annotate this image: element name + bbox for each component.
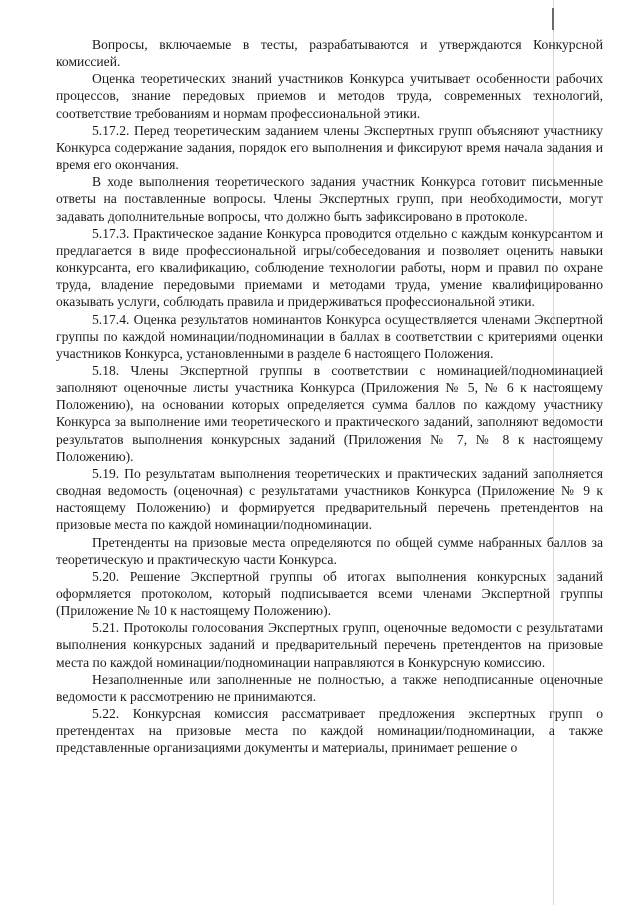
paragraph-unfilled-sheets: Незаполненные или заполненные не полностью, а также неподписанные оценочные ведомости к рассмотрению не принимаются. (56, 671, 603, 704)
paragraph-prize-candidates: Претенденты на призовые места определяются по общей сумме набранных баллов за теоретическую и практическую части Конкурса. (56, 534, 603, 567)
paragraph-5-21: 5.21. Протоколы голосования Экспертных групп, оценочные ведомости с результатами выполнения конкурсных заданий и предварительный перечень претендентов на призовые места по каждой номинации/подноминации направляются в Конкурсную комиссию. (56, 620, 603, 670)
paragraph-5-22: 5.22. Конкурсная комиссия рассматривает предложения экспертных групп о претендентах на призовые места по каждой номинации/подноминации, а также представленные организациями документы и материалы, принимает решение о (56, 706, 603, 756)
paragraph-5-20: 5.20. Решение Экспертной группы об итогах выполнения конкурсных заданий оформляется протоколом, который подписывается всеми членами Экспертной группы (Приложение № 10 к настоящему Положению). (56, 568, 603, 619)
document-body (56, 36, 603, 757)
paragraph-5-19: 5.19. По результатам выполнения теоретических и практических заданий заполняется сводная ведомость (оценочная) с результатами участников Конкурса (Приложение № 9 к настоящему Положению) и формируется предварительный перечень претендентов на призовые места по каждой номинации/подноминации. (56, 465, 603, 533)
paragraph-5-18: 5.18. Члены Экспертной группы в соответствии с номинацией/подноминацией заполняют оценочные листы участника Конкурса (Приложения № 5, № 6 к настоящему Положению), на основании которых определяется сумма баллов по каждому участнику Конкурса за выполнение ими теоретического и практического заданий, заполняют ведомости результатов выполнения конкурсных заданий (Приложения № 7, № 8 к настоящему Положению). (56, 362, 603, 464)
paragraph-written-answers: В ходе выполнения теоретического задания участник Конкурса готовит письменные ответы на поставленные вопросы. Члены Экспертных групп, при необходимости, могут задавать дополнительные вопросы, что должно быть зафиксировано в протоколе. (56, 174, 603, 224)
paragraph-5-17-4: 5.17.4. Оценка результатов номинантов Конкурса осуществляется членами Экспертной группы по каждой номинации/подноминации в баллах в соответствии с критериями оценки участников Конкурса, установленными в разделе 6 настоящего Положения. (56, 311, 603, 361)
paragraph-5-17-2: 5.17.2. Перед теоретическим заданием члены Экспертных групп объясняют участнику Конкурса содержание задания, порядок его выполнения и фиксируют время начала задания и время его окончания. (56, 122, 603, 173)
paragraph-5-17-3: 5.17.3. Практическое задание Конкурса проводится отдельно с каждым конкурсантом и предлагается в виде профессиональной игры/собеседования и позволяет оценить навыки конкурсанта, его квалификацию, соблюдение технологии работы, норм и правил по охране труда, владение передовыми приемами и методами труда, умение квалифицированно оказывать услуги, соблюдать правила и придерживаться профессиональной этики. (56, 225, 603, 310)
scan-mark (552, 8, 554, 30)
paragraph-tests-approval: Вопросы, включаемые в тесты, разрабатываются и утверждаются Конкурсной комиссией. (56, 37, 603, 70)
paragraph-theory-evaluation: Оценка теоретических знаний участников Конкурса учитывает особенности рабочих процессов, знание передовых приемов и методов труда, современных технологий, соответствие требованиям и нормам профессиональной этики. (56, 71, 603, 121)
